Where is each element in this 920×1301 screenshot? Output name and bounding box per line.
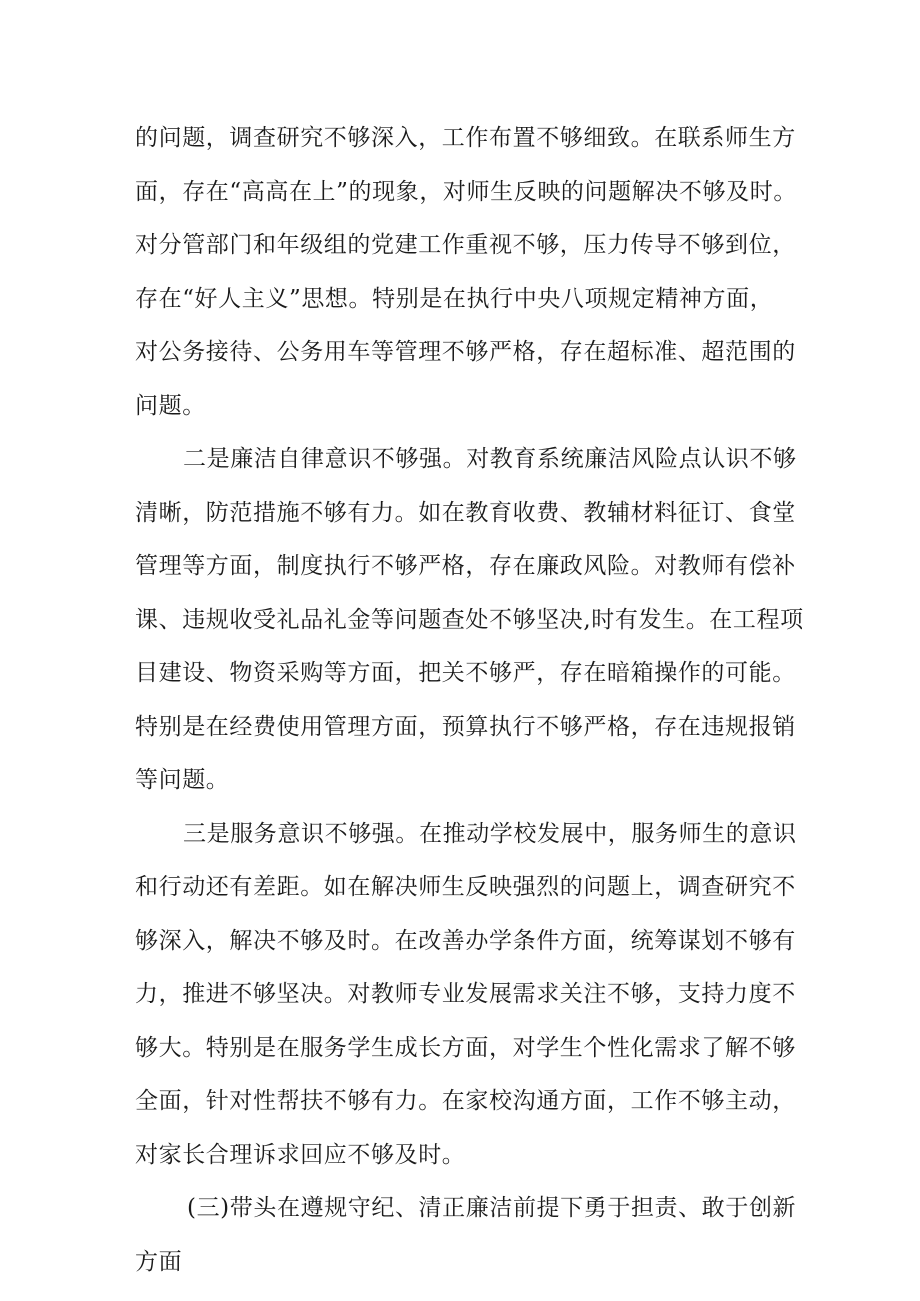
text-line: 二是廉洁自律意识不够强。对教育系统廉洁风险点认识不够 — [183, 446, 797, 472]
text-line: 等问题。 — [135, 767, 230, 793]
text-line: 对分管部门和年级组的党建工作重视不够，压力传导不够到位， — [135, 232, 796, 258]
text-line: (三)带头在遵规守纪、清正廉洁前提下勇于担责、敢于创新 — [187, 1195, 797, 1221]
text-line: 三是服务意识不够强。在推动学校发展中，服务师生的意识 — [183, 820, 797, 847]
text-line: 够大。特别是在服务学生成长方面，对学生个性化需求了解不够 — [135, 1034, 796, 1061]
text-line: 对公务接待、公务用车等管理不够严格，存在超标准、超范围的 — [135, 339, 796, 365]
text-line: 问题。 — [135, 392, 206, 419]
text-line: 对家长合理诉求回应不够及时。 — [135, 1141, 466, 1168]
text-line: 的问题，调查研究不够深入，工作布置不够细致。在联系师生方 — [135, 125, 796, 151]
text-line: 和行动还有差距。如在解决师生反映强烈的问题上，调查研究不 — [135, 874, 796, 900]
text-line: 力，推进不够坚决。对教师专业发展需求关注不够，支持力度不 — [135, 981, 796, 1007]
text-line: 存在“好人主义”思想。特别是在执行中央八项规定精神方面， — [135, 285, 774, 312]
text-line: 目建设、物资采购等方面，把关不够严，存在暗箱操作的可能。 — [135, 660, 796, 686]
text-line: 特别是在经费使用管理方面，预算执行不够严格，存在违规报销 — [135, 713, 796, 740]
text-line: 清晰，防范措施不够有力。如在教育收费、教辅材料征订、食堂 — [135, 499, 796, 526]
text-line: 面，存在“高高在上”的现象，对师生反映的问题解决不够及时。 — [135, 178, 797, 205]
text-line: 够深入，解决不够及时。在改善办学条件方面，统筹谋划不够有 — [135, 927, 796, 954]
text-line: 方面 — [135, 1248, 183, 1275]
document-body — [135, 112, 804, 1289]
text-line: 全面，针对性帮扶不够有力。在家校沟通方面，工作不够主动， — [135, 1088, 796, 1114]
text-line: 管理等方面，制度执行不够严格，存在廉政风险。对教师有偿补 — [135, 553, 796, 579]
text-line: 课、违规收受礼品礼金等问题查处不够坚决,时有发生。在工程项 — [135, 606, 804, 633]
